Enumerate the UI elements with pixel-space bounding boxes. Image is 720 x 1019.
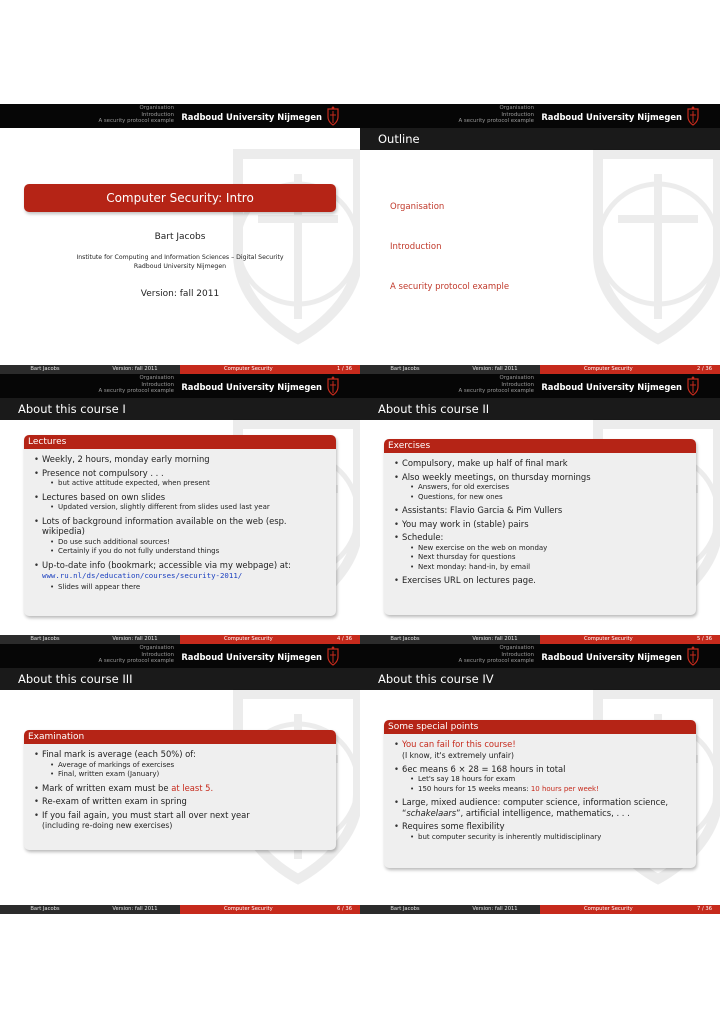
list-subitem: • Updated version, slightly different from slides used last year (34, 503, 332, 513)
list-item-text: Up-to-date info (bookmark; accessible via my webpage) at: (42, 559, 291, 570)
list-subitem: • Next monday: hand-in, by email (394, 563, 692, 573)
nav-introduction[interactable]: Introduction (501, 111, 534, 118)
slide-header (360, 374, 720, 398)
slide-course-4 (360, 644, 720, 914)
list-item (34, 783, 332, 794)
list-subitem: • but computer security is inherently multidisciplinary (394, 833, 692, 843)
list-item: • Exercises URL on lectures page. (394, 575, 692, 586)
version-label: Version: fall 2011 (140, 289, 220, 299)
page-number: 4 / 36 (337, 636, 352, 642)
block-title: Lectures (24, 435, 336, 449)
highlight-text: 10 hours per week! (530, 784, 599, 793)
university-name: Radboud University Nijmegen (541, 652, 682, 662)
list-item: • Re-exam of written exam in spring (34, 796, 332, 807)
slide-footer (0, 635, 360, 644)
university-crest-icon (326, 376, 340, 396)
footer-author: Bart Jacobs (30, 636, 60, 642)
university-name: Radboud University Nijmegen (181, 652, 322, 662)
list-item: • You can fail for this course! (394, 739, 692, 750)
nav-protocol-example[interactable]: A security protocol example (98, 658, 174, 665)
block-lectures (24, 435, 336, 616)
list-item: • Weekly, 2 hours, monday early morning (34, 454, 332, 465)
footer-version: Version: fall 2011 (112, 366, 158, 372)
footer-course: Computer Security (224, 906, 273, 912)
slide-footer (360, 365, 720, 374)
slide-header (0, 374, 360, 398)
list-item: • Lectures based on own slides (34, 492, 332, 503)
slide-footer (0, 905, 360, 914)
presentation-title: Computer Security: Intro (24, 184, 336, 212)
nav-organisation[interactable]: Organisation (139, 645, 174, 651)
university-crest-icon (326, 106, 340, 126)
list-subitem: • but active attitude expected, when present (34, 479, 332, 489)
frame-title: About this course II (360, 398, 720, 420)
university-crest-icon (686, 376, 700, 396)
footer-author: Bart Jacobs (30, 906, 60, 912)
page-number: 7 / 36 (697, 906, 712, 912)
nav-protocol-example[interactable]: A security protocol example (458, 118, 534, 125)
bullet-list (384, 734, 696, 845)
list-item-text: 150 hours for 15 weeks means: (418, 784, 531, 793)
block-exercises (384, 439, 696, 615)
nav-introduction[interactable]: Introduction (501, 651, 534, 658)
list-note: (including re-doing new exercises) (42, 821, 173, 831)
block-examination (24, 730, 336, 850)
frame-title: About this course I (0, 398, 360, 420)
frame-title: About this course IV (360, 668, 720, 690)
footer-author: Bart Jacobs (390, 906, 420, 912)
list-item-text: Mark of written exam must be (42, 782, 172, 793)
nav-protocol-example[interactable]: A security protocol example (458, 658, 534, 665)
university-name: Radboud University Nijmegen (181, 112, 322, 122)
nav-organisation[interactable]: Organisation (499, 645, 534, 651)
list-item-text: ”, artificial intelligence, mathematics, . . . (456, 807, 630, 818)
list-subitem: • Let's say 18 hours for exam (394, 775, 692, 785)
list-item: • Also weekly meetings, on thursday mornings (394, 472, 692, 483)
section-nav (98, 105, 174, 125)
outline-item-protocol-example[interactable]: A security protocol example (390, 282, 510, 292)
list-item-text: Large, mixed audience: computer science, information science, “ (402, 797, 669, 818)
university-name: Radboud University Nijmegen (541, 382, 682, 392)
nav-introduction[interactable]: Introduction (141, 111, 174, 118)
list-subitem: • Average of markings of exercises (34, 761, 332, 771)
slide-header (360, 644, 720, 668)
list-subitem: • Certainly if you do not fully understand things (34, 547, 332, 557)
list-subitem: • New exercise on the web on monday (394, 544, 692, 554)
nav-protocol-example[interactable]: A security protocol example (98, 118, 174, 125)
list-subitem: • Questions, for new ones (394, 493, 692, 503)
list-item: • If you fail again, you must start all over next year (34, 810, 332, 821)
highlight-text: at least 5. (171, 782, 214, 793)
list-note: (I know, it's extremely unfair) (402, 750, 514, 760)
footer-course: Computer Security (584, 366, 633, 372)
section-nav (98, 375, 174, 395)
course-url-link[interactable]: www.ru.nl/ds/education/courses/security-2011/ (42, 571, 243, 581)
page-number: 6 / 36 (337, 906, 352, 912)
list-subitem: • Final, written exam (January) (34, 770, 332, 780)
nav-introduction[interactable]: Introduction (141, 651, 174, 658)
university-crest-icon (686, 646, 700, 666)
list-item: • Presence not compulsory . . . (34, 468, 332, 479)
nav-organisation[interactable]: Organisation (139, 375, 174, 381)
author-name: Bart Jacobs (154, 232, 206, 242)
footer-version: Version: fall 2011 (472, 906, 518, 912)
nav-protocol-example[interactable]: A security protocol example (98, 388, 174, 395)
nav-organisation[interactable]: Organisation (499, 105, 534, 111)
university-crest-icon (686, 106, 700, 126)
italic-text: schakelaars (406, 807, 457, 818)
list-subitem: • Answers, for old exercises (394, 483, 692, 493)
section-nav (458, 105, 534, 125)
nav-introduction[interactable]: Introduction (501, 381, 534, 388)
page-number: 1 / 36 (337, 366, 352, 372)
footer-version: Version: fall 2011 (112, 906, 158, 912)
slide-footer (360, 635, 720, 644)
list-subitem: • Slides will appear there (34, 583, 332, 593)
slide-header (0, 104, 360, 128)
list-subitem: • Next thursday for questions (394, 553, 692, 563)
bullet-list (24, 449, 336, 595)
institute-line: Radboud University Nijmegen (133, 263, 227, 270)
nav-protocol-example[interactable]: A security protocol example (458, 388, 534, 395)
footer-course: Computer Security (584, 906, 633, 912)
slide-course-3 (0, 644, 360, 914)
block-title: Some special points (384, 720, 696, 734)
footer-course: Computer Security (224, 636, 273, 642)
list-item: • Compulsory, make up half of final mark (394, 458, 692, 469)
footer-author: Bart Jacobs (390, 366, 420, 372)
list-item: • Lots of background information available on the web (esp. wikipedia) (34, 516, 332, 537)
slide-course-2 (360, 374, 720, 644)
frame-title: About this course III (0, 668, 360, 690)
slide-title (0, 104, 360, 374)
footer-author: Bart Jacobs (30, 366, 60, 372)
list-subitem: • Do use such additional sources! (34, 538, 332, 548)
watermark-seal-icon (568, 144, 720, 349)
footer-author: Bart Jacobs (390, 636, 420, 642)
institute (0, 253, 360, 271)
bullet-list (384, 453, 696, 590)
page-number: 2 / 36 (697, 366, 712, 372)
footer-version: Version: fall 2011 (112, 636, 158, 642)
watermark-seal-icon (208, 144, 360, 349)
list-item: • Requires some flexibility (394, 821, 692, 832)
nav-introduction[interactable]: Introduction (141, 381, 174, 388)
university-crest-icon (326, 646, 340, 666)
block-title: Examination (24, 730, 336, 744)
section-nav (458, 645, 534, 665)
list-item: • You may work in (stable) pairs (394, 519, 692, 530)
list-item (34, 560, 332, 582)
list-item: • Assistants: Flavio Garcia & Pim Vullers (394, 505, 692, 516)
institute-line: Institute for Computing and Information Sciences – Digital Security (76, 254, 284, 261)
nav-organisation[interactable]: Organisation (499, 375, 534, 381)
section-nav (458, 375, 534, 395)
slide-footer (360, 905, 720, 914)
outline-item-organisation[interactable]: Organisation (390, 202, 445, 212)
footer-version: Version: fall 2011 (472, 636, 518, 642)
footer-course: Computer Security (584, 636, 633, 642)
list-item: • Final mark is average (each 50%) of: (34, 749, 332, 760)
block-title: Exercises (384, 439, 696, 453)
list-item: • 6ec means 6 × 28 = 168 hours in total (394, 764, 692, 775)
block-special-points (384, 720, 696, 868)
outline-item-introduction[interactable]: Introduction (390, 242, 442, 252)
list-item: • Schedule: (394, 532, 692, 543)
slide-course-1 (0, 374, 360, 644)
section-nav (98, 645, 174, 665)
nav-organisation[interactable]: Organisation (139, 105, 174, 111)
list-subitem (394, 785, 692, 795)
footer-course: Computer Security (224, 366, 273, 372)
slide-header (360, 104, 720, 128)
list-item (394, 797, 692, 818)
slide-header (0, 644, 360, 668)
slide-outline (360, 104, 720, 374)
frame-title: Outline (360, 128, 720, 150)
footer-version: Version: fall 2011 (472, 366, 518, 372)
page-number: 5 / 36 (697, 636, 712, 642)
slide-footer (0, 365, 360, 374)
bullet-list (24, 744, 336, 834)
university-name: Radboud University Nijmegen (541, 112, 682, 122)
university-name: Radboud University Nijmegen (181, 382, 322, 392)
